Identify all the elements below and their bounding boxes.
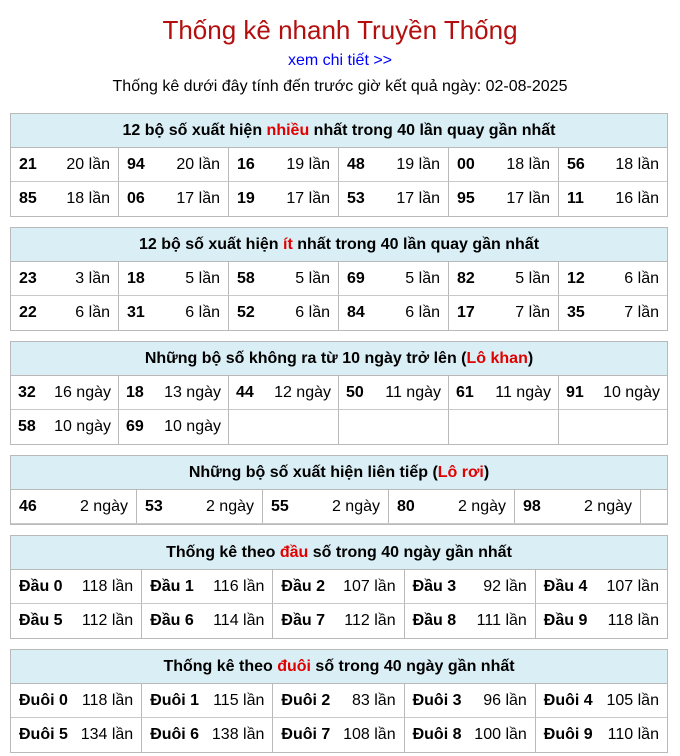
empty-cell (449, 410, 559, 444)
stat-count: 11 ngày (495, 383, 551, 401)
stat-count: 118 lần (81, 577, 134, 595)
stat-count: 118 lần (607, 612, 659, 629)
stat-number: 12 (567, 269, 585, 287)
stat-cell (559, 262, 667, 296)
stat-cell (559, 182, 667, 216)
stat-count: 16 lần (615, 190, 659, 207)
stat-cell (11, 148, 119, 182)
number-grid (11, 376, 667, 444)
stat-count: 100 lần (474, 726, 527, 743)
stat-label: Đuôi 9 (543, 726, 593, 743)
stat-number: 18 (127, 269, 145, 287)
stat-count: 111 lần (476, 612, 527, 629)
stat-count: 6 lần (75, 304, 110, 321)
most-frequent-section (10, 113, 668, 217)
stat-label: Đuôi 6 (150, 726, 200, 743)
stat-label: Đầu 4 (543, 577, 588, 595)
stat-label: Đuôi 1 (150, 691, 200, 709)
stat-cell (273, 570, 404, 604)
stat-cell (559, 148, 667, 182)
heading-highlight: Lô rơi (437, 464, 484, 481)
heading-highlight: đuôi (277, 658, 311, 675)
stat-number: 91 (566, 383, 584, 401)
stat-cell (339, 376, 449, 410)
stat-count: 2 ngày (457, 497, 506, 515)
stat-number: 53 (145, 497, 163, 515)
stat-count: 20 lần (176, 155, 220, 173)
stat-count: 17 lần (176, 190, 220, 207)
stat-count: 11 ngày (385, 383, 441, 401)
stat-label: Đuôi 3 (412, 691, 462, 709)
stat-label: Đầu 5 (19, 612, 63, 629)
stat-number: 95 (457, 190, 475, 207)
section-heading (11, 114, 667, 148)
stat-cell (142, 718, 273, 752)
stat-label: Đuôi 4 (543, 691, 593, 709)
stat-count: 112 lần (81, 612, 134, 629)
stat-count: 5 lần (405, 269, 440, 287)
stat-cell (559, 296, 667, 330)
stat-label: Đầu 1 (150, 577, 194, 595)
stat-count: 6 lần (185, 304, 220, 321)
stat-number: 23 (19, 269, 37, 287)
heading-text: Những bộ số không ra từ 10 ngày trở lên ( (144, 350, 467, 367)
stat-number: 19 (237, 190, 255, 207)
stat-label: Đuôi 2 (281, 691, 331, 709)
stat-count: 12 ngày (274, 383, 331, 401)
stat-cell (559, 376, 667, 410)
stat-cell (11, 182, 119, 216)
detail-link[interactable]: xem chi tiết >> (287, 52, 393, 69)
heading-text: số trong 40 ngày gần nhất (310, 658, 515, 675)
heading-text: số trong 40 ngày gần nhất (308, 544, 512, 561)
stat-cell (11, 296, 119, 330)
section-heading (11, 228, 667, 262)
number-grid (11, 148, 667, 216)
stat-cell (11, 718, 142, 752)
heading-text: Thống kê theo (166, 544, 280, 561)
least-frequent-section (10, 227, 668, 331)
stat-number: 69 (126, 418, 144, 435)
stat-label: Đầu 3 (412, 577, 457, 595)
number-grid (11, 684, 667, 752)
stat-cell (229, 262, 339, 296)
stat-count: 92 lần (483, 577, 527, 595)
stat-cell (339, 148, 449, 182)
stat-cell (11, 684, 142, 718)
stat-count: 134 lần (80, 726, 134, 743)
stat-count: 6 lần (405, 304, 440, 321)
stat-cell (119, 376, 229, 410)
stat-count: 2 ngày (79, 497, 128, 515)
number-grid (11, 262, 667, 330)
stat-count: 10 ngày (54, 418, 111, 435)
stat-cell (11, 376, 119, 410)
heading-text: ) (483, 464, 490, 481)
heading-highlight: ít (283, 236, 293, 253)
stat-number: 46 (19, 497, 37, 515)
stat-number: 69 (347, 269, 365, 287)
stat-label: Đuôi 8 (412, 726, 462, 743)
number-grid (11, 490, 667, 524)
stat-number: 50 (346, 383, 364, 401)
heading-text: nhất trong 40 lần quay gần nhất (309, 122, 556, 139)
heading-text: ) (527, 350, 534, 367)
stat-label: Đầu 8 (412, 612, 457, 629)
stat-count: 2 ngày (583, 497, 632, 515)
stat-cell (119, 182, 229, 216)
stat-count: 107 lần (606, 577, 659, 595)
stat-count: 115 lần (213, 691, 265, 709)
stat-number: 31 (127, 304, 145, 321)
stat-count: 2 ngày (331, 497, 380, 515)
stat-count: 18 lần (506, 155, 550, 173)
heading-text: 12 bộ số xuất hiện (138, 236, 283, 253)
stat-cell (273, 718, 404, 752)
stat-number: 22 (19, 304, 37, 321)
stat-cell (405, 684, 536, 718)
stat-number: 06 (127, 190, 145, 207)
stat-label: Đầu 0 (19, 577, 63, 595)
stat-number: 00 (457, 155, 475, 173)
stat-cell (119, 410, 229, 444)
stat-number: 35 (567, 304, 585, 321)
stat-count: 107 lần (343, 577, 396, 595)
stat-cell (142, 684, 273, 718)
lo-roi-section (10, 455, 668, 525)
stat-cell (119, 262, 229, 296)
stat-cell (11, 490, 137, 524)
stat-cell (449, 376, 559, 410)
stat-number: 53 (347, 190, 365, 207)
stat-number: 58 (237, 269, 255, 287)
number-grid (11, 570, 667, 638)
stat-cell (449, 296, 559, 330)
stat-cell (137, 490, 263, 524)
page-header (0, 0, 680, 97)
stat-count: 3 lần (75, 269, 110, 287)
stat-label: Đuôi 7 (281, 726, 331, 743)
stat-label: Đầu 9 (543, 612, 588, 629)
stat-number: 17 (457, 304, 475, 321)
stat-cell (405, 570, 536, 604)
empty-cell (339, 410, 449, 444)
stat-cell (229, 148, 339, 182)
stat-cell (536, 570, 667, 604)
stat-label: Đầu 2 (281, 577, 325, 595)
stat-count: 108 lần (343, 726, 396, 743)
stat-number: 18 (126, 383, 144, 401)
stat-count: 6 lần (295, 304, 330, 321)
stat-number: 16 (237, 155, 255, 173)
heading-text: Những bộ số xuất hiện liên tiếp ( (188, 464, 438, 481)
stat-cell (405, 718, 536, 752)
stat-number: 55 (271, 497, 289, 515)
stat-cell (119, 296, 229, 330)
stat-cell (11, 262, 119, 296)
heading-highlight: Lô khan (466, 350, 528, 367)
section-heading (11, 650, 667, 684)
stat-label: Đầu 6 (150, 612, 194, 629)
stat-number: 11 (567, 190, 584, 207)
stat-cell (405, 604, 536, 638)
stat-count: 138 lần (211, 726, 265, 743)
stat-cell (11, 410, 119, 444)
stat-cell (11, 570, 142, 604)
stat-count: 19 lần (396, 155, 440, 173)
stat-count: 83 lần (352, 691, 396, 709)
stat-count: 112 lần (344, 612, 396, 629)
stat-count: 19 lần (286, 155, 330, 173)
stat-cell (142, 604, 273, 638)
stat-count: 105 lần (606, 691, 659, 709)
stat-cell (339, 262, 449, 296)
page-title: Thống kê nhanh Truyền Thống (162, 15, 518, 45)
stat-count: 18 lần (66, 190, 110, 207)
stat-number: 80 (397, 497, 415, 515)
stat-number: 98 (523, 497, 541, 515)
stat-number: 44 (236, 383, 254, 401)
section-heading (11, 536, 667, 570)
stat-count: 20 lần (66, 155, 110, 173)
stat-number: 94 (127, 155, 145, 173)
heading-text: Thống kê theo (163, 658, 278, 675)
stat-number: 21 (19, 155, 37, 173)
stat-cell (389, 490, 515, 524)
stat-cell (273, 604, 404, 638)
stat-cell (339, 182, 449, 216)
stat-count: 2 ngày (205, 497, 254, 515)
stat-count: 110 lần (607, 726, 659, 743)
empty-cell (559, 410, 667, 444)
stat-count: 5 lần (515, 269, 550, 287)
stat-count: 16 ngày (54, 383, 111, 401)
stat-number: 84 (347, 304, 365, 321)
stat-count: 17 lần (506, 190, 550, 207)
stat-number: 82 (457, 269, 475, 287)
stat-count: 10 ngày (603, 383, 660, 401)
stat-count: 116 lần (213, 577, 265, 595)
stat-count: 5 lần (185, 269, 220, 287)
heading-highlight: đầu (279, 544, 309, 561)
stat-cell (142, 570, 273, 604)
stat-number: 85 (19, 190, 37, 207)
stat-label: Đuôi 5 (19, 726, 68, 743)
section-heading (11, 342, 667, 376)
stat-number: 52 (237, 304, 255, 321)
empty-cell (229, 410, 339, 444)
stat-count: 13 ngày (164, 383, 221, 401)
stat-count: 114 lần (213, 612, 265, 629)
stat-cell (229, 296, 339, 330)
stat-number: 61 (456, 383, 474, 401)
stat-count: 18 lần (615, 155, 659, 173)
stat-cell (229, 376, 339, 410)
section-heading (11, 456, 667, 490)
stat-number: 56 (567, 155, 585, 173)
stat-count: 7 lần (515, 304, 550, 321)
stat-count: 7 lần (624, 304, 659, 321)
stat-cell (536, 604, 667, 638)
stat-count: 17 lần (286, 190, 330, 207)
stat-number: 58 (18, 418, 36, 435)
stat-count: 10 ngày (164, 418, 221, 435)
stat-count: 96 lần (483, 691, 527, 709)
stat-number: 32 (18, 383, 36, 401)
stat-label: Đuôi 0 (19, 691, 68, 709)
lo-khan-section (10, 341, 668, 445)
stat-label: Đầu 7 (281, 612, 325, 629)
stat-count: 6 lần (624, 269, 659, 287)
stat-cell (229, 182, 339, 216)
stat-cell (515, 490, 641, 524)
heading-text: 12 bộ số xuất hiện (122, 122, 267, 139)
stat-cell (536, 718, 667, 752)
stat-cell (536, 684, 667, 718)
stat-count: 17 lần (396, 190, 440, 207)
date-note: Thống kê dưới đây tính đến trước giờ kết quả ngày: 02-08-2025 (112, 78, 568, 95)
stat-count: 118 lần (81, 691, 134, 709)
stat-cell (273, 684, 404, 718)
empty-cell (641, 490, 667, 524)
stat-number: 48 (347, 155, 365, 173)
heading-highlight: nhiều (266, 122, 310, 139)
stat-cell (11, 604, 142, 638)
stat-cell (339, 296, 449, 330)
stat-cell (449, 262, 559, 296)
stat-cell (449, 182, 559, 216)
stat-cell (263, 490, 389, 524)
dau-section (10, 535, 668, 639)
heading-text: nhất trong 40 lần quay gần nhất (292, 236, 540, 253)
stat-cell (119, 148, 229, 182)
stat-cell (449, 148, 559, 182)
duoi-section (10, 649, 668, 753)
stat-count: 5 lần (295, 269, 330, 287)
